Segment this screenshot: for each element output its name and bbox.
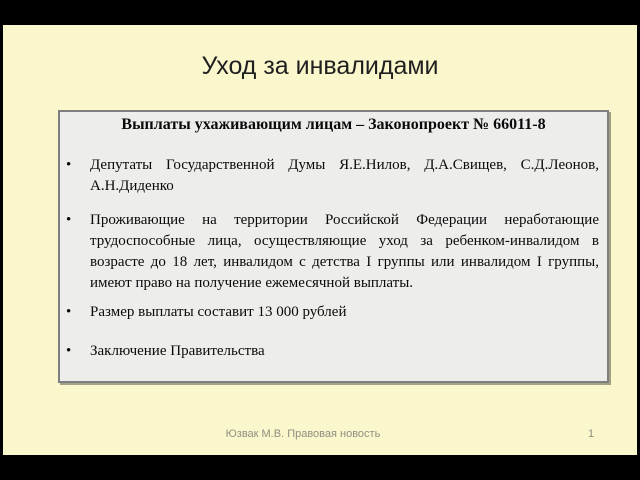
bullet-marker-icon: • [66,157,72,173]
bullet-item [60,341,599,362]
bullet-marker-icon: • [66,304,72,320]
bullet-text: Заключение Правительства [90,343,265,359]
bullet-marker-icon: • [66,343,72,359]
bullet-item [60,210,599,294]
bullet-text: Размер выплаты составит 13 000 рублей [90,304,347,320]
bullet-marker-icon: • [66,212,72,228]
slide [3,25,637,455]
slide-title: Уход за инвалидами [201,52,439,80]
bullet-item [60,155,599,197]
bullet-text: Депутаты Государственной Думы Я.Е.Нилов, Д.А.Свищев, С.Д.Леонов, А.Н.Диденко [90,157,599,194]
bullet-item [60,302,599,323]
page-number: 1 [588,428,595,440]
bullet-list [60,155,607,362]
content-box [58,110,609,383]
bullet-text: Проживающие на территории Российской Федерации неработающие трудоспособные лица, осуществляющие уход за ребенком-инвалидом в возрасте до 18 лет, инвалидом с детства I группы или инвалидом I группы, имеют право на получение ежемесячной выплаты. [90,212,599,291]
footer-author: Юзвак М.В. Правовая новость [225,428,381,440]
content-box-header: Выплаты ухаживающим лицам – Законопроект № 66011-8 [121,116,546,133]
